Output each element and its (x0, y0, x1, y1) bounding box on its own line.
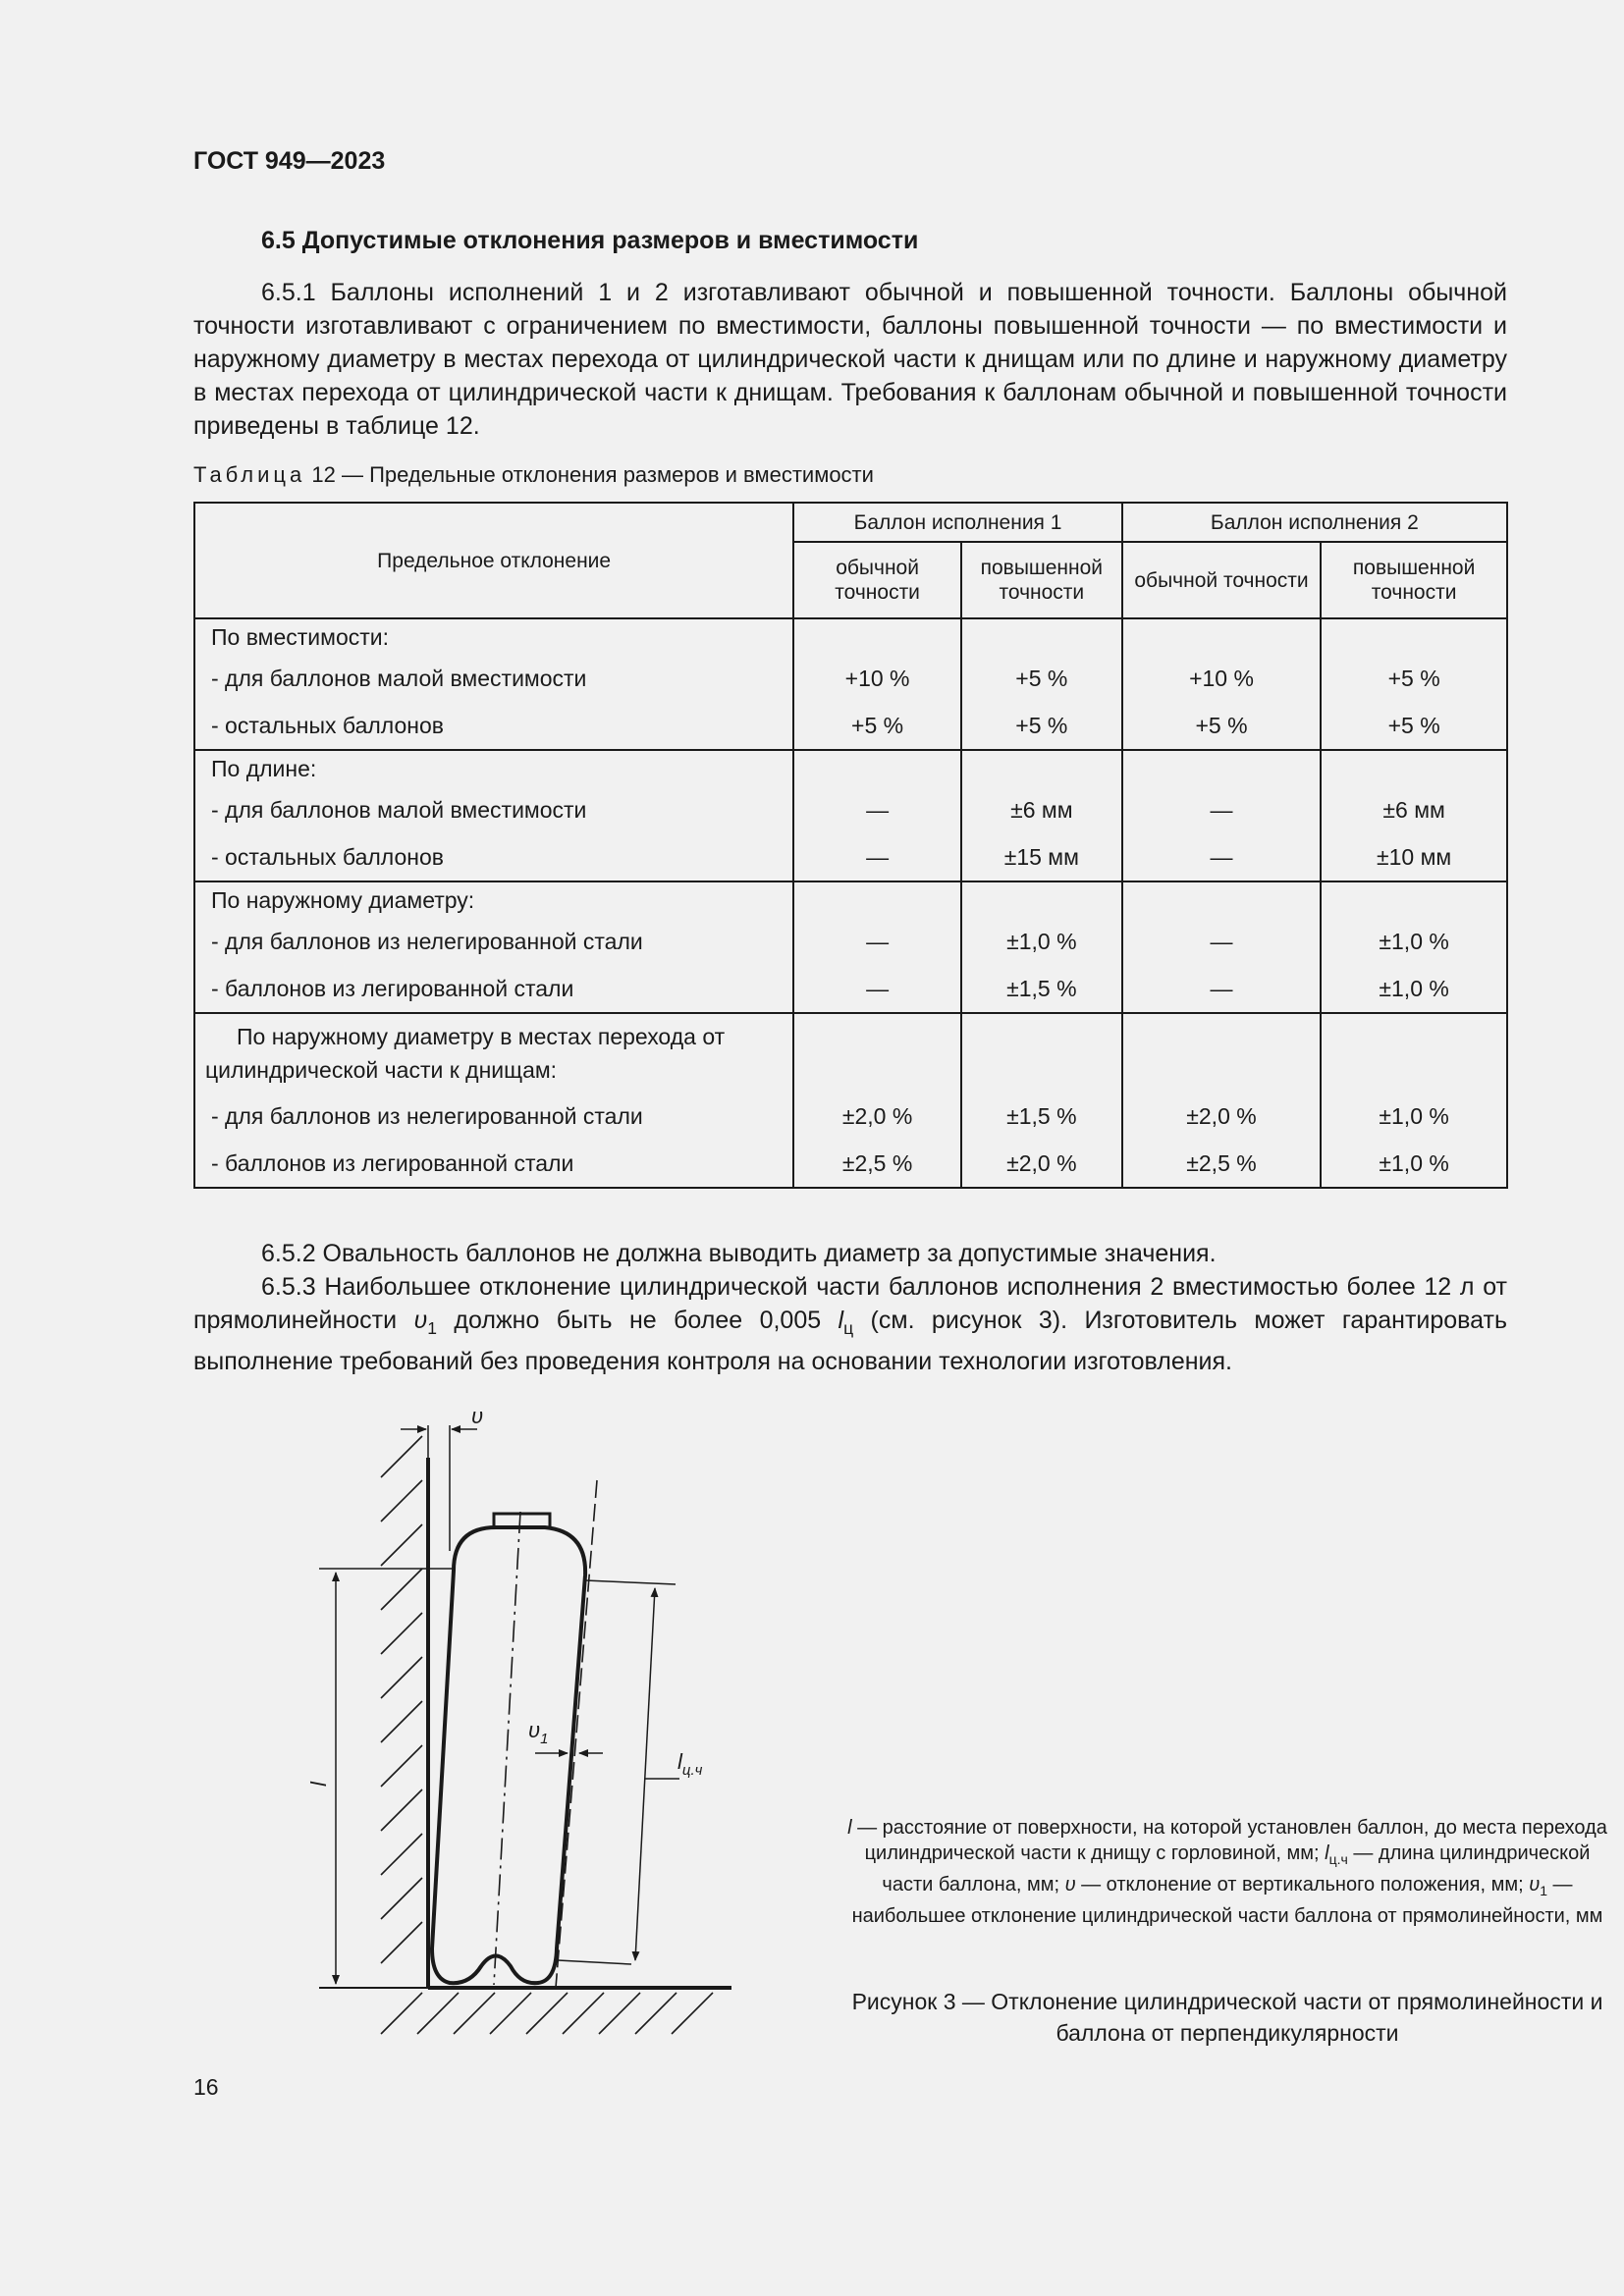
table-cell-value: +5 % (1195, 713, 1248, 738)
table-cell-values (1122, 618, 1321, 750)
table-cell-value: — (866, 976, 890, 1001)
table-group-title: По наружному диаметру в местах перехода от цилиндрической части к днищам: (205, 1024, 726, 1083)
floor-hatching (381, 1993, 713, 2034)
p653-symbol-l-sub: ц (843, 1318, 854, 1338)
limits-table (193, 502, 1508, 1189)
table-cell-value: ±10 мм (1377, 844, 1452, 870)
table-cell-value: ±15 мм (1003, 844, 1079, 870)
table-row-label: - остальных баллонов (211, 844, 444, 870)
table-cell-value: — (1210, 844, 1233, 870)
table-group-title: По наружному диаметру: (211, 887, 475, 913)
header-normal-precision-2: обычной точности (1122, 542, 1321, 618)
table-cell-values (793, 881, 961, 1013)
table-cell-value: — (866, 929, 890, 954)
table-row-label: - для баллонов из нелегированной стали (211, 929, 643, 954)
p653-text-2: должно быть не более 0,005 (437, 1307, 839, 1334)
table-cell-value: +5 % (1015, 666, 1068, 691)
table-cell-value: ±2,0 % (1186, 1103, 1257, 1129)
paragraph-6-5-3 (193, 1270, 1507, 1378)
table-cell-value: ±1,0 % (1379, 1103, 1449, 1129)
table-cell-value: ±1,5 % (1006, 1103, 1077, 1129)
table-cell-value: ±1,0 % (1006, 929, 1077, 954)
table-cell-value: — (866, 797, 890, 823)
table-cell-value: — (1210, 976, 1233, 1001)
p653-symbol-u: υ (413, 1307, 428, 1334)
table-cell-values (793, 1013, 961, 1188)
figure-caption: Рисунок 3 — Отклонение цилиндрической части от прямолинейности и баллона от перпендикулярности (851, 1989, 1603, 2046)
table-cell-value: +5 % (851, 713, 904, 738)
table-group-title: По длине: (211, 756, 317, 781)
table-group-title: По вместимости: (211, 624, 390, 650)
paragraph-6-5-1: 6.5.1 Баллоны исполнений 1 и 2 изготавливают обычной и повышенной точности. Баллоны обычной точности изготавливают с ограничением по вместимости, баллоны повышенной точности — по вместимости и наружному диаметру в местах перехода от цилиндрической части к днищам или по длине и наружному диаметру в местах перехода от цилиндрической части к днищам. Требования к баллонам обычной и повышенной точности приведены в таблице 12. (193, 279, 1507, 440)
table-cell-value: ±1,0 % (1379, 976, 1449, 1001)
table-cell-values (1321, 881, 1507, 1013)
table-cell-values (793, 750, 961, 881)
p653-text-3: (см. рисунок 3). Изготовитель может гарантировать выполнение требований без проведения контроля на основании технологии изготовления. (193, 1307, 1507, 1375)
table-cell-value: +5 % (1387, 666, 1440, 691)
table-cell-values (1321, 750, 1507, 881)
table-cell-values (961, 618, 1122, 750)
table-row-group (194, 750, 1507, 881)
p653-symbol-l: l (838, 1307, 844, 1334)
table-cell-value: — (1210, 929, 1233, 954)
table-cell-value: +5 % (1387, 713, 1440, 738)
header-high-precision-2: повышенной точности (1321, 542, 1507, 618)
table-row-group (194, 881, 1507, 1013)
table-cell-value: ±2,5 % (1186, 1150, 1257, 1176)
table-row-label: - для баллонов малой вместимости (211, 797, 587, 823)
table-caption (193, 462, 874, 488)
cylinder-valve (494, 1514, 550, 1527)
table-cell-value: ±1,0 % (1379, 1150, 1449, 1176)
table-cell-value: +5 % (1015, 713, 1068, 738)
table-row-label: - для баллонов малой вместимости (211, 666, 587, 691)
header-high-precision-1: повышенной точности (961, 542, 1122, 618)
document-header: ГОСТ 949—2023 (193, 147, 386, 175)
table-cell-values (1122, 1013, 1321, 1188)
paragraph-6-5-2: 6.5.2 Овальность баллонов не должна выводить диаметр за допустимые значения. (261, 1240, 1217, 1267)
table-cell-value: ±2,0 % (841, 1103, 913, 1129)
table-cell-description (194, 881, 793, 1013)
figure-legend: l — расстояние от поверхности, на которой установлен баллон, до места перехода цилиндрической части к днищу с горловиной, мм; $l_{ц.ч}$ — длина цилиндрической части баллона, мм; υ — отклонение от вертикального положения, мм; $\upsilon_1$ — наибольшее отклонение цилиндрической части баллона от прямолинейности, мм (847, 1817, 1607, 1927)
cylinder-axis (494, 1512, 520, 1985)
label-u: υ (471, 1404, 484, 1428)
table-cell-values (1122, 881, 1321, 1013)
table-row-label: - баллонов из легированной стали (211, 1150, 574, 1176)
table-row-group (194, 1013, 1507, 1188)
table-cell-value: ±2,5 % (841, 1150, 913, 1176)
table-cell-values (1122, 750, 1321, 881)
header-limit-deviation: Предельное отклонение (194, 503, 793, 618)
table-cell-value: ±1,0 % (1379, 929, 1449, 954)
header-normal-precision-1: обычной точности (793, 542, 961, 618)
table-caption-label: Таблица (193, 462, 306, 487)
table-caption-text: 12 — Предельные отклонения размеров и вместимости (305, 462, 874, 487)
header-version-2: Баллон исполнения 2 (1122, 503, 1507, 542)
table-row-label: - остальных баллонов (211, 713, 444, 738)
table-cell-value: — (1210, 797, 1233, 823)
label-l: l (306, 1782, 331, 1787)
table-row-label: - баллонов из легированной стали (211, 976, 574, 1001)
table-row-group (194, 618, 1507, 750)
p653-text-1: 6.5.3 Наибольшее отклонение цилиндрической части баллонов исполнения 2 вместимостью более 12 л от прямолинейности (193, 1273, 1507, 1334)
table-cell-description (194, 618, 793, 750)
table-cell-value: ±6 мм (1010, 797, 1073, 823)
table-cell-values (961, 1013, 1122, 1188)
table-cell-value: ±1,5 % (1006, 976, 1077, 1001)
table-cell-value: ±2,0 % (1006, 1150, 1077, 1176)
table-cell-values (961, 750, 1122, 881)
table-row-label: - для баллонов из нелегированной стали (211, 1103, 643, 1129)
table-cell-value: +10 % (844, 666, 910, 691)
table-cell-values (1321, 618, 1507, 750)
table-cell-value: — (866, 844, 890, 870)
vertical-reference-line (556, 1480, 597, 1988)
section-title: 6.5 Допустимые отклонения размеров и вместимости (261, 227, 919, 254)
table-cell-values (961, 881, 1122, 1013)
page-number: 16 (193, 2074, 219, 2100)
table-cell-values (1321, 1013, 1507, 1188)
table-cell-values (793, 618, 961, 750)
header-version-1: Баллон исполнения 1 (793, 503, 1121, 542)
table-cell-description (194, 750, 793, 881)
table-cell-description (194, 1013, 793, 1188)
table-cell-value: ±6 мм (1382, 797, 1445, 823)
table-cell-value: +10 % (1189, 666, 1254, 691)
label-lcch: $l_{ц.ч}$ (677, 1749, 703, 1779)
wall-hatching (381, 1436, 422, 1963)
label-u1: $\upsilon_1$ (528, 1718, 549, 1747)
p653-symbol-u-sub: 1 (427, 1318, 437, 1338)
figure-3-drawing (306, 1399, 746, 2052)
